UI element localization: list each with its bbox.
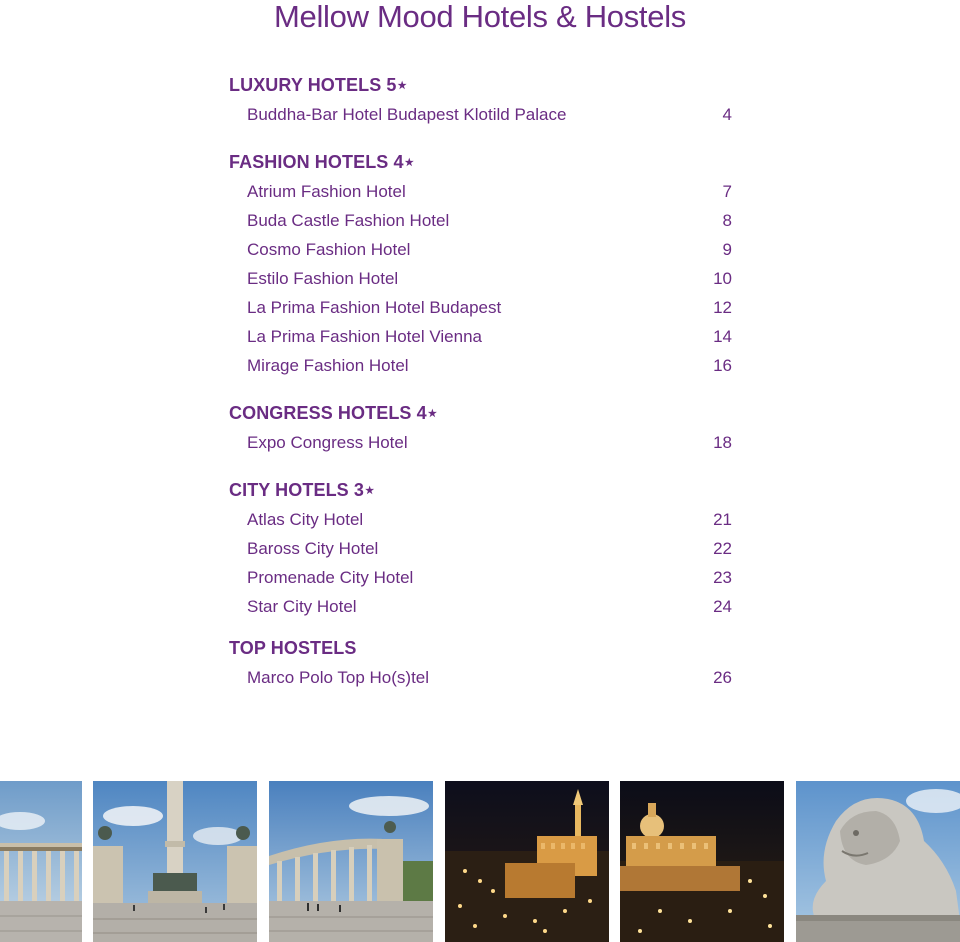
toc-entry[interactable] (229, 534, 732, 563)
toc-entry[interactable] (229, 293, 732, 322)
toc-section-congress (229, 398, 732, 457)
toc-entry[interactable] (229, 206, 732, 235)
toc-entry[interactable] (229, 428, 732, 457)
entry-name: Promenade City Hotel (247, 568, 414, 587)
entry-page: 14 (713, 327, 732, 346)
entry-name: La Prima Fashion Hotel Vienna (247, 327, 482, 346)
entry-name: Mirage Fashion Hotel (247, 356, 409, 375)
entry-page: 16 (713, 356, 732, 375)
entry-name: Atlas City Hotel (247, 510, 364, 529)
entry-name: Atrium Fashion Hotel (247, 182, 406, 201)
entry-name: La Prima Fashion Hotel Budapest (247, 298, 502, 317)
entry-page: 9 (722, 240, 732, 259)
entry-page: 7 (722, 182, 732, 201)
toc-entry[interactable] (229, 663, 732, 692)
entry-name: Marco Polo Top Ho(s)tel (247, 668, 430, 687)
entry-page: 22 (713, 539, 732, 558)
entry-name: Buda Castle Fashion Hotel (247, 211, 450, 230)
photo-royal-palace-night (620, 781, 784, 942)
section-heading: LUXURY HOTELS 5⋆ (229, 75, 408, 95)
toc-section-fashion (229, 147, 732, 380)
entry-page: 10 (713, 269, 732, 288)
page-title: Mellow Mood Hotels & Hostels (274, 0, 686, 34)
toc-entry[interactable] (229, 177, 732, 206)
entry-name: Expo Congress Hotel (247, 433, 408, 452)
section-heading: CONGRESS HOTELS 4⋆ (229, 403, 439, 423)
entry-page: 23 (713, 568, 732, 587)
entry-name: Cosmo Fashion Hotel (247, 240, 411, 259)
toc-entry[interactable] (229, 235, 732, 264)
entry-page: 26 (713, 668, 732, 687)
entry-name: Estilo Fashion Hotel (247, 269, 399, 288)
photo-heroes-square-colonnade-left (0, 781, 82, 942)
entry-name: Baross City Hotel (247, 539, 379, 558)
photo-chain-bridge-lion (796, 781, 960, 942)
entry-name: Buddha-Bar Hotel Budapest Klotild Palace (247, 105, 567, 124)
entry-page: 18 (713, 433, 732, 452)
photo-heroes-square-colonnade-right (269, 781, 433, 942)
toc-entry[interactable] (229, 264, 732, 293)
toc-entry[interactable] (229, 351, 732, 380)
toc-entry[interactable] (229, 592, 732, 621)
section-heading: CITY HOTELS 3⋆ (229, 480, 376, 500)
entry-page: 24 (713, 597, 732, 616)
toc-section-hostels (229, 633, 732, 692)
toc-entry[interactable] (229, 505, 732, 534)
photo-budapest-night-castle (445, 781, 609, 942)
entry-page: 4 (722, 105, 732, 124)
entry-name: Star City Hotel (247, 597, 357, 616)
entry-page: 8 (722, 211, 732, 230)
table-of-contents (229, 70, 732, 692)
section-heading: TOP HOSTELS (229, 638, 357, 658)
toc-entry[interactable] (229, 322, 732, 351)
toc-section-city (229, 475, 732, 621)
section-heading: FASHION HOTELS 4⋆ (229, 152, 415, 172)
toc-section-luxury (229, 70, 732, 129)
photo-millennium-monument (93, 781, 257, 942)
photo-strip (0, 781, 960, 942)
toc-entry[interactable] (229, 563, 732, 592)
entry-page: 21 (713, 510, 732, 529)
toc-entry[interactable] (229, 100, 732, 129)
entry-page: 12 (713, 298, 732, 317)
